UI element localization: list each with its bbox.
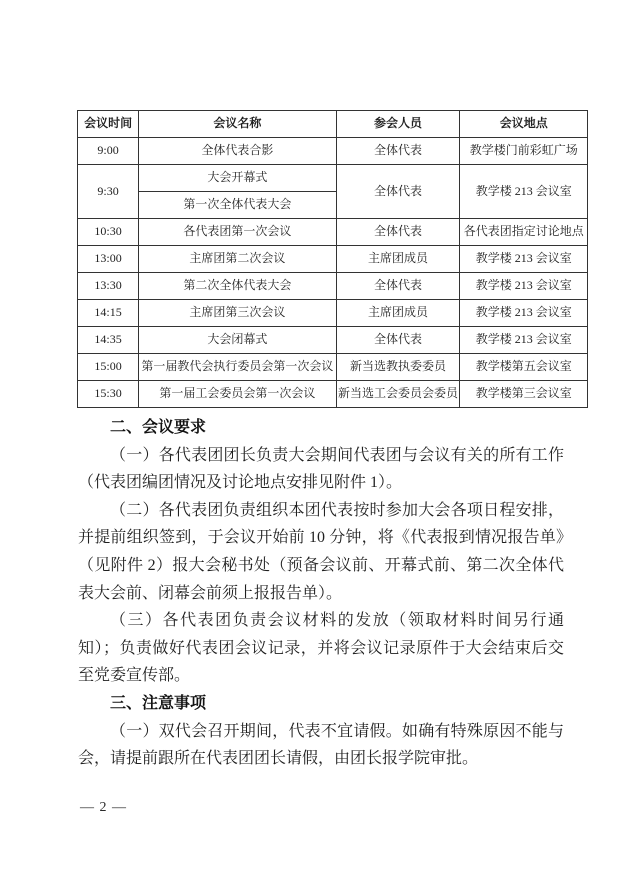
- col-header-meeting-time: 会议时间: [78, 111, 139, 138]
- table-row: [78, 219, 588, 246]
- cell-meeting-name: 主席团第三次会议: [139, 300, 336, 327]
- cell-meeting-time: 13:30: [78, 273, 139, 300]
- col-header-meeting-name: 会议名称: [139, 111, 336, 138]
- cell-meeting-name: 各代表团第一次会议: [139, 219, 336, 246]
- page-number: — 2 —: [80, 800, 127, 815]
- table-row: [78, 354, 588, 381]
- cell-participants: 全体代表: [336, 219, 460, 246]
- table-row: [78, 273, 588, 300]
- cell-meeting-time: 15:00: [78, 354, 139, 381]
- table-row: [78, 165, 588, 192]
- col-header-location: 会议地点: [460, 111, 588, 138]
- cell-location: 教学楼 213 会议室: [460, 327, 588, 354]
- document-body: [78, 414, 564, 773]
- paragraph: （二）各代表团负责组织本团代表按时参加大会各项日程安排，并提前组织签到，于会议开始前 10 分钟，将《代表报到情况报告单》（见附件 2）报大会秘书处（预备会议前、开幕式前、第二次全体代表大会前、闭幕会前须上报报告单）。: [78, 501, 564, 602]
- cell-location: 教学楼第三会议室: [460, 381, 588, 408]
- cell-meeting-name: 大会闭幕式: [139, 327, 336, 354]
- cell-meeting-time: 13:00: [78, 246, 139, 273]
- cell-location: 教学楼 213 会议室: [460, 273, 588, 300]
- cell-location: 教学楼 213 会议室: [460, 165, 588, 219]
- cell-meeting-name: 第一次全体代表大会: [139, 192, 336, 219]
- cell-location: 教学楼第五会议室: [460, 354, 588, 381]
- cell-meeting-time: 14:35: [78, 327, 139, 354]
- table-row: [78, 327, 588, 354]
- cell-participants: 全体代表: [336, 138, 460, 165]
- cell-meeting-name: 全体代表合影: [139, 138, 336, 165]
- table-row: [78, 381, 588, 408]
- cell-meeting-time: 9:00: [78, 138, 139, 165]
- paragraph: （一）各代表团团长负责大会期间代表团与会议有关的所有工作（代表团编团情况及讨论地点安排见附件 1）。: [78, 446, 564, 492]
- cell-meeting-name: 第二次全体代表大会: [139, 273, 336, 300]
- cell-meeting-name: 第一届教代会执行委员会第一次会议: [139, 354, 336, 381]
- cell-participants: 全体代表: [336, 273, 460, 300]
- cell-participants: 全体代表: [336, 165, 460, 219]
- cell-meeting-name: 大会开幕式: [139, 165, 336, 192]
- cell-location: 教学楼 213 会议室: [460, 246, 588, 273]
- section-heading-notes: 三、注意事项: [110, 694, 207, 712]
- cell-meeting-time: 10:30: [78, 219, 139, 246]
- meeting-schedule-table: [77, 110, 588, 408]
- cell-location: 各代表团指定讨论地点: [460, 219, 588, 246]
- paragraph: （一）双代会召开期间，代表不宜请假。如确有特殊原因不能与会，请提前跟所在代表团团长请假，由团长报学院审批。: [78, 722, 564, 768]
- cell-participants: 新当选工会委员会委员: [336, 381, 460, 408]
- cell-participants: 主席团成员: [336, 300, 460, 327]
- section-heading-meeting-requirements: 二、会议要求: [110, 419, 207, 436]
- paragraph: （三）各代表团负责会议材料的发放（领取材料时间另行通知）；负责做好代表团会议记录，并将会议记录原件于大会结束后交至党委宣传部。: [78, 612, 564, 685]
- table-header-row: [78, 111, 588, 138]
- cell-meeting-name: 第一届工会委员会第一次会议: [139, 381, 336, 408]
- cell-participants: 新当选教执委委员: [336, 354, 460, 381]
- cell-location: 教学楼 213 会议室: [460, 300, 588, 327]
- cell-participants: 全体代表: [336, 327, 460, 354]
- cell-location: 教学楼门前彩虹广场: [460, 138, 588, 165]
- cell-meeting-time: 14:15: [78, 300, 139, 327]
- table-row: [78, 246, 588, 273]
- cell-meeting-time: 15:30: [78, 381, 139, 408]
- table-row: [78, 300, 588, 327]
- table-row: [78, 138, 588, 165]
- cell-participants: 主席团成员: [336, 246, 460, 273]
- cell-meeting-name: 主席团第二次会议: [139, 246, 336, 273]
- cell-meeting-time: 9:30: [78, 165, 139, 219]
- col-header-participants: 参会人员: [336, 111, 460, 138]
